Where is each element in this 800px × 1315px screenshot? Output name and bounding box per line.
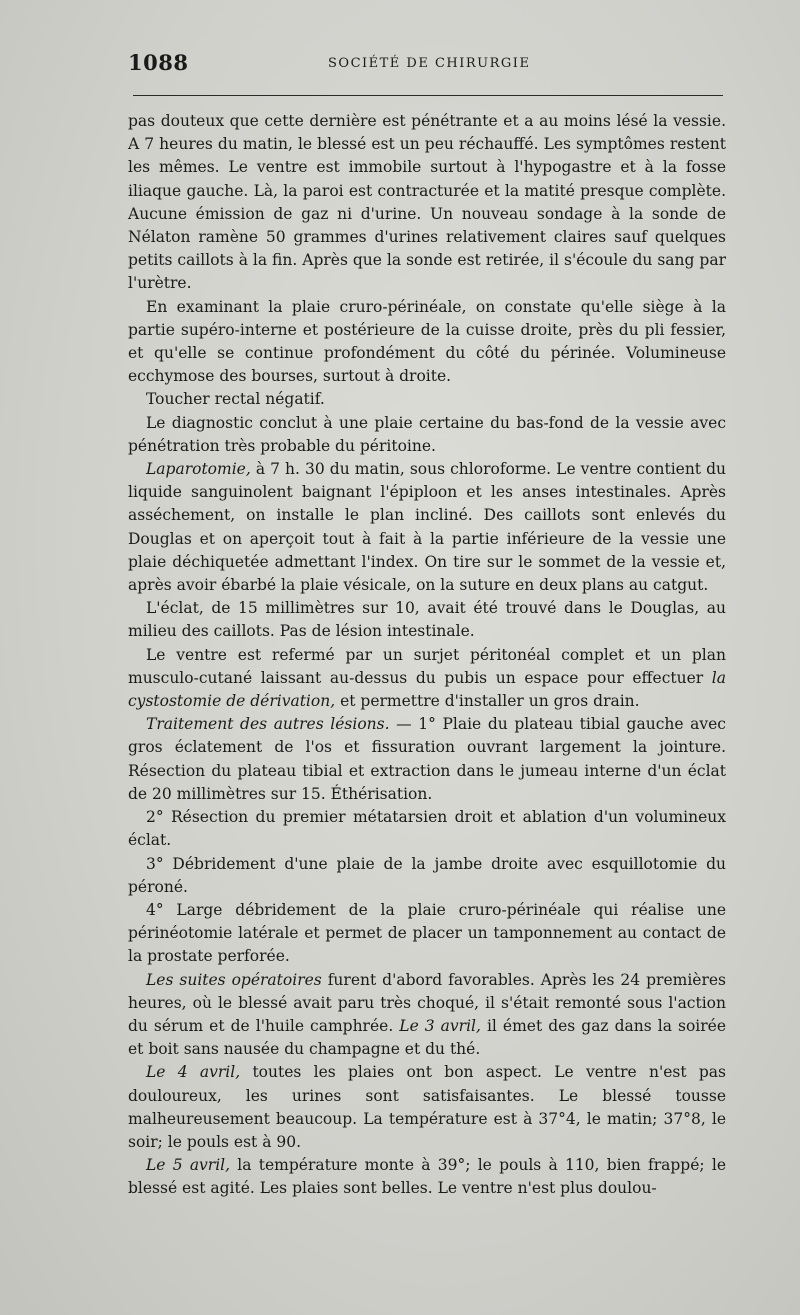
paragraph: 3° Débridement d'une plaie de la jambe droite avec esquillotomie du péroné. — [128, 854, 726, 896]
body-text — [128, 110, 726, 1201]
paragraph: Traitement des autres lésions. — 1° Plaie du plateau tibial gauche avec gros éclatement de l'os et fissuration ouvrant largement la jointure. Résection du plateau tibial et extraction dans le jumeau interne d'un éclat de 20 millimètres sur 15. Éthérisation. — [128, 715, 726, 803]
paragraph: L'éclat, de 15 millimètres sur 10, avait été trouvé dans le Douglas, au milieu des caillots. Pas de lésion intestinale. — [128, 599, 726, 641]
paragraph: Le 4 avril, toutes les plaies ont bon aspect. Le ventre n'est pas douloureux, les urines sont satisfaisantes. Le blessé tousse malheureusement beaucoup. La température est à 37°4, le matin; 37°8, le soir; le pouls est à 90. — [128, 1063, 726, 1151]
header-rule — [133, 95, 723, 96]
paragraph: Le 5 avril, la température monte à 39°; le pouls à 110, bien frappé; le blessé est agité. Les plaies sont belles. Le ventre n'est plus doulou- — [128, 1156, 726, 1198]
paragraph: Le ventre est refermé par un surjet péritonéal complet et un plan musculo-cutané laissant au-dessus du pubis un espace pour effectuer la cystostomie de dérivation, et permettre d'installer un gros drain. — [128, 645, 726, 711]
paragraph: 4° Large débridement de la plaie cruro-périnéale qui réalise une périnéotomie latérale et permet de placer un tamponnement au contact de la prostate perforée. — [128, 900, 726, 966]
paragraph: Les suites opératoires furent d'abord favorables. Après les 24 premières heures, où le blessé avait paru très choqué, il s'était remonté sous l'action du sérum et de l'huile camphrée. Le 3 avril, il émet des gaz dans la soirée et boit sans nausée du champagne et du thé. — [128, 970, 726, 1059]
paragraph: Laparotomie, à 7 h. 30 du matin, sous chloroforme. Le ventre contient du liquide sanguinolent baignant l'épiploon et les anses intestinales. Après asséchement, on installe le plan incliné. Des caillots sont enlevés du Douglas et on aperçoit tout à fait à la partie inférieure de la vessie une plaie déchiquetée admettant l'index. On tire sur le sommet de la vessie et, après avoir ébarbé la plaie vésicale, on la suture en deux plans au catgut. — [128, 460, 726, 595]
paragraph: Le diagnostic conclut à une plaie certaine du bas-fond de la vessie avec pénétration très probable du péritoine. — [128, 413, 726, 455]
paragraph: En examinant la plaie cruro-périnéale, on constate qu'elle siège à la partie supéro-interne et postérieure de la cuisse droite, près du pli fessier, et qu'elle se continue profondément du côté du périnée. Volumineuse ecchymose des bourses, surtout à droite. — [128, 297, 726, 386]
paragraph: pas douteux que cette dernière est pénétrante et a au moins lésé la vessie. A 7 heures du matin, le blessé est un peu réchauffé. Les symptômes restent les mêmes. Le ventre est immobile surtout à l'hypogastre et à la fosse iliaque gauche. Là, la paroi est contracturée et la matité presque complète. Aucune émission de gaz ni d'urine. Un nouveau sondage à la sonde de Nélaton ramène 50 grammes d'urines relativement claires sauf quelques petits caillots à la fin. Après que la sonde est retirée, il s'écoule du sang par l'urètre. — [128, 112, 726, 293]
paragraph: 2° Résection du premier métatarsien droit et ablation d'un volumineux éclat. — [128, 808, 726, 850]
page-header — [128, 50, 726, 80]
running-head: SOCIÉTÉ DE CHIRURGIE — [328, 56, 531, 71]
paragraph: Toucher rectal négatif. — [146, 390, 325, 409]
page-number: 1088 — [128, 50, 189, 75]
